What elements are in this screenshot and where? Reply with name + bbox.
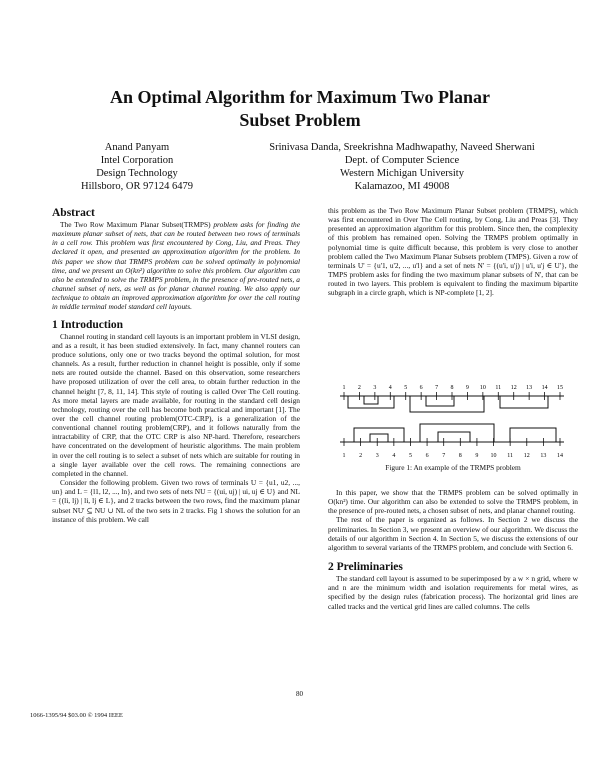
intro-paragraph-2: Consider the following problem. Given two rows of terminals U = {u1, u2, ..., un} and L = {l1, l2, ..., ln}, and two sets of nets NU = {(ui, uj) | ui, uj ∈ U} and NL = {(li, lj) | li, lj ∈ L}, and 2 tracks between the two rows, find the maximum planar subset NU' ⊆ NU ∪ NL of the two sets in 2 tracks. Fig 1 shows the solution for an instance of this problem. We call xyxy=(52,478,300,524)
right-paragraph-4: The standard cell layout is assumed to be superimposed by a w × n grid, where w and n are the minimum width and isolation requirements for metal wires, as specified by the design rules (fabrication process). The horizontal grid lines are called tracks and the vertical grid lines are called columns. The cells xyxy=(328,574,578,611)
author-affiliation: Dept. of Computer Science xyxy=(344,155,460,166)
terminal-label: 1 xyxy=(342,453,346,459)
footer-copyright: 1066-1395/94 $03.00 © 1994 IEEE xyxy=(30,712,123,719)
top-net xyxy=(348,396,394,408)
right-column-bottom xyxy=(328,488,578,611)
intro-heading: 1 Introduction xyxy=(52,318,124,331)
terminal-label: 7 xyxy=(442,453,446,459)
figure-caption: Figure 1: An example of the TRMPS problem xyxy=(385,463,521,472)
paper-title xyxy=(60,86,540,132)
top-net xyxy=(364,396,378,404)
bottom-net xyxy=(420,424,494,442)
terminal-label: 11 xyxy=(507,453,514,459)
bottom-net xyxy=(510,428,556,442)
terminal-label: 6 xyxy=(419,385,423,391)
terminal-label: 9 xyxy=(465,385,469,391)
terminal-label: 5 xyxy=(408,453,412,459)
figure-wires xyxy=(340,396,564,442)
right-paragraph-1: this problem as the Two Row Maximum Planar Subset problem (TRMPS), which was first encountered in Over The Cell routing, by Cong, Liu and Preas [3]. They presented an approximation algorithm for this problem. Since then, the complexity of this problem has remained open. Solving the TRMPS problem optimally in polynomial time is quite difficult because, this problem is very close to another problem called the Two Maximum Planar Subsets problem (TMPS). Given a row of terminals U' = {u'1, u'2, ..., u'l} and a set of nets N' = {(u'i, u'j) | u'i, u'j ∈ U'}, the TMPS problem asks for finding the two maximum planar subsets of N', that can be routed in two layers. This problem is equivalent to finding the maximum bipartite subgraph in a circle graph, which is NP-complete [1, 2]. xyxy=(328,206,578,298)
abstract-heading: Abstract xyxy=(52,207,95,219)
bottom-net xyxy=(370,434,388,442)
abstract-lead: The Two Row Maximum Planar Subset(TRMPS) xyxy=(60,220,211,229)
author-affiliation: Design Technology xyxy=(96,168,178,179)
abstract-body: problem asks for finding the maximum planar subset of nets, that can be routed between two rows of terminals in a cell row. This problem was first encountered by Cong, Liu, and Preas. They declared it open, and presented an approximation algorithm for the problem. In this paper we show that TRMPS problem can be solved optimally in polynomial time, and we present an O(kn²) algorithm to solve this problem. Our algorithm can also be extended to solve the TRMPS problem, in the presence of pre-routed nets, a channel subset of nets, as well as for planar channel routing. We also apply our technique to obtain an improved approximation algorithm for over the cell routing in middle terminal model standard cell layouts. xyxy=(52,220,300,312)
terminal-label: 15 xyxy=(557,385,563,391)
terminal-label: 9 xyxy=(475,453,479,459)
figure-bottom-labels xyxy=(343,438,564,459)
right-paragraph-2: In this paper, we show that the TRMPS problem can be solved optimally in O(kn²) time. Our algorithm can also be extended to solve the TRMPS problem, in the presence of pre-routed nets, a chosen subset of nets, and planar channel routing. xyxy=(328,488,578,516)
terminal-label: 10 xyxy=(490,453,497,459)
author-names: Srinivasa Danda, Sreekrishna Madhwapathy, Naveed Sherwani xyxy=(269,142,535,153)
left-column xyxy=(52,206,300,524)
terminal-label: 6 xyxy=(425,453,429,459)
author-affiliation: Kalamazoo, MI 49008 xyxy=(354,181,450,192)
terminal-label: 13 xyxy=(540,453,547,459)
author-block-2 xyxy=(228,141,576,193)
terminal-label: 7 xyxy=(435,385,439,391)
terminal-label: 2 xyxy=(357,385,361,391)
author-affiliation: Western Michigan University xyxy=(340,168,464,179)
terminal-label: 12 xyxy=(510,385,517,391)
top-net xyxy=(500,396,548,408)
terminal-label: 4 xyxy=(392,453,396,459)
author-names: Anand Panyam xyxy=(104,142,170,153)
right-column-top xyxy=(328,206,578,298)
terminal-label: 8 xyxy=(458,453,462,459)
terminal-label: 14 xyxy=(541,385,548,391)
preliminaries-heading: 2 Preliminaries xyxy=(328,561,403,574)
title-line-1: An Optimal Algorithm for Maximum Two Planar xyxy=(110,87,490,107)
author-block-1 xyxy=(62,141,212,193)
terminal-label: 11 xyxy=(495,385,502,391)
author-affiliation: Hillsboro, OR 97124 6479 xyxy=(80,181,193,192)
terminal-label: 8 xyxy=(450,385,454,391)
terminal-label: 3 xyxy=(375,453,379,459)
abstract-text xyxy=(52,220,300,312)
title-line-2: Subset Problem xyxy=(239,110,361,130)
terminal-label: 5 xyxy=(404,385,408,391)
figure-trmps-example xyxy=(334,382,570,462)
terminal-label: 4 xyxy=(388,385,392,391)
terminal-label: 13 xyxy=(526,385,533,391)
bottom-net xyxy=(438,432,470,442)
terminal-label: 2 xyxy=(359,453,363,459)
terminal-label: 3 xyxy=(373,385,377,391)
author-affiliation: Intel Corporation xyxy=(100,155,174,166)
terminal-label: 12 xyxy=(523,453,530,459)
page-number: 80 xyxy=(296,690,303,698)
figure-top-labels xyxy=(343,385,564,400)
terminal-label: 14 xyxy=(557,453,563,459)
terminal-label: 1 xyxy=(342,385,346,391)
right-paragraph-3: The rest of the paper is organized as follows. In Section 2 we discuss the preliminaries. In Section 3, we present an overview of our algorithm. We discuss the details of our algorithm in Section 4. In Section 5, we discuss the extensions of our algorithm to several variants of the TRMPS problem, and conclude with Section 6. xyxy=(328,515,578,552)
top-net xyxy=(426,396,454,406)
intro-paragraph-1: Channel routing in standard cell layouts is an important problem in VLSI design, and as a result, it has been studied extensively. In fact, many channel routers can produce solutions, only one or two tracks beyond the optimal solution, for most channels. As a result, further reduction in channel height is possible, only if some nets are routed outside the channel. Based on this observation, some researchers have proposed utilization of over the cell area, to obtain further reduction in the channel height [7, 8, 11, 14]. This style of routing is called Over The Cell routing. As more metal layers are made available, for routing in the standard cell design technology, routing over the cell has become both practical and important [1]. The over the cell channel routing problem(OTC-CRP), is a generalization of the conventional channel routing problem(CRP), and it follows naturally from the intractability of CRP, that the OTC CRP is also NP-hard. Therefore, researchers have concentrated on the development of heuristic algorithms. The main problem in over the cell routing is to select a subset of nets which are suitable for routing in a single layer available over the cell rows. The remaining connections are completed in the channel. xyxy=(52,331,300,478)
terminal-label: 10 xyxy=(479,385,486,391)
bottom-net xyxy=(354,428,404,442)
